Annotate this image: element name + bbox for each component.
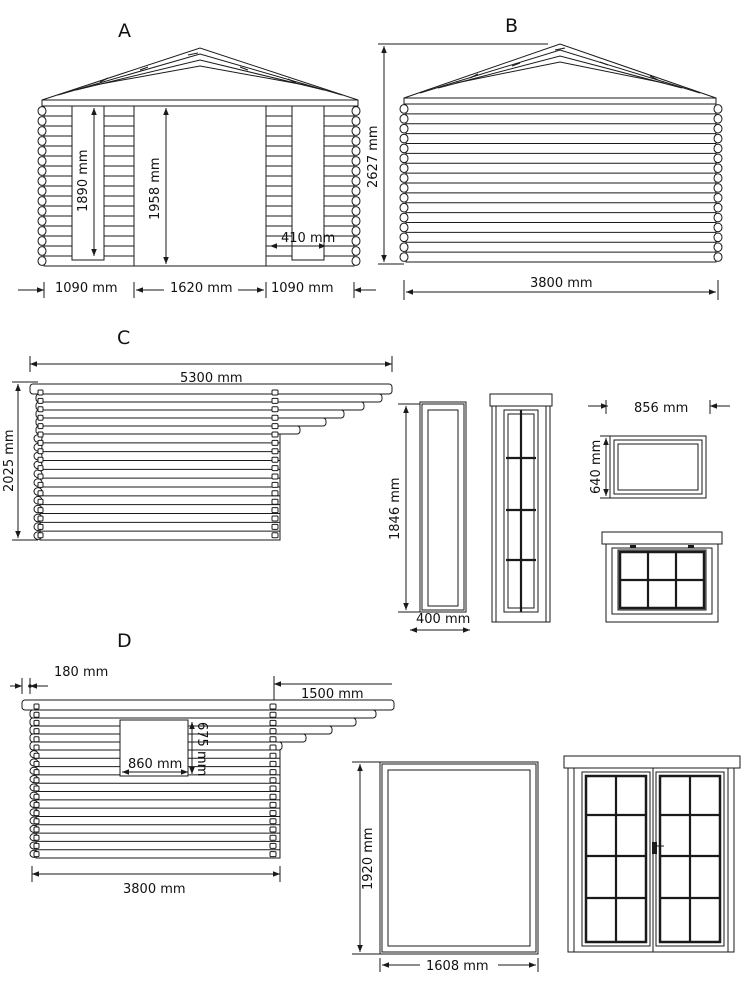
dim-side-panel-width: 400 mm [416,612,471,627]
dim-a-left-width: 1090 mm [55,281,118,296]
dim-door-width: 1608 mm [426,959,489,974]
dim-a-door-height-left: 1890 mm [76,149,91,212]
dim-side-panel-height: 1846 mm [388,477,403,540]
dim-a-opening-height: 1958 mm [148,157,163,220]
elevation-b-logs [400,104,722,262]
dim-a-right-width: 1090 mm [271,281,334,296]
dim-window-height: 640 mm [589,439,604,494]
elevation-c-logs [30,384,392,540]
dim-d-window-width: 860 mm [128,757,183,772]
window-framed [602,532,722,622]
elevation-b-roof [404,44,716,104]
elevation-c [2,327,392,540]
section-label-c: C [117,327,131,349]
door-handle-icon [652,842,657,854]
dim-d-offset: 180 mm [54,665,109,680]
dim-c-length: 5300 mm [180,371,243,386]
dim-b-width: 3800 mm [530,276,593,291]
window-sash [588,400,730,498]
double-door [564,756,740,952]
door-frame [352,762,538,974]
elevation-a [18,20,376,298]
section-label-a: A [118,20,131,42]
dim-d-width: 3800 mm [123,882,186,897]
elevation-b [366,15,722,300]
section-label-d: D [117,630,132,652]
section-label-b: B [505,15,519,37]
dim-b-height: 2627 mm [366,125,381,188]
dim-c-height: 2025 mm [2,429,17,492]
dim-a-side-width-small: 410 mm [281,231,336,246]
dim-d-window-height: 675 mm [194,722,209,777]
dim-a-middle-width: 1620 mm [170,281,233,296]
dim-door-height: 1920 mm [361,827,376,890]
elevation-a-roof [42,48,358,106]
side-window-panel [490,394,552,622]
dim-d-overhang: 1500 mm [301,687,364,702]
elevation-d [10,630,394,897]
side-panel-frame [388,402,470,630]
dim-window-width: 856 mm [634,401,689,416]
